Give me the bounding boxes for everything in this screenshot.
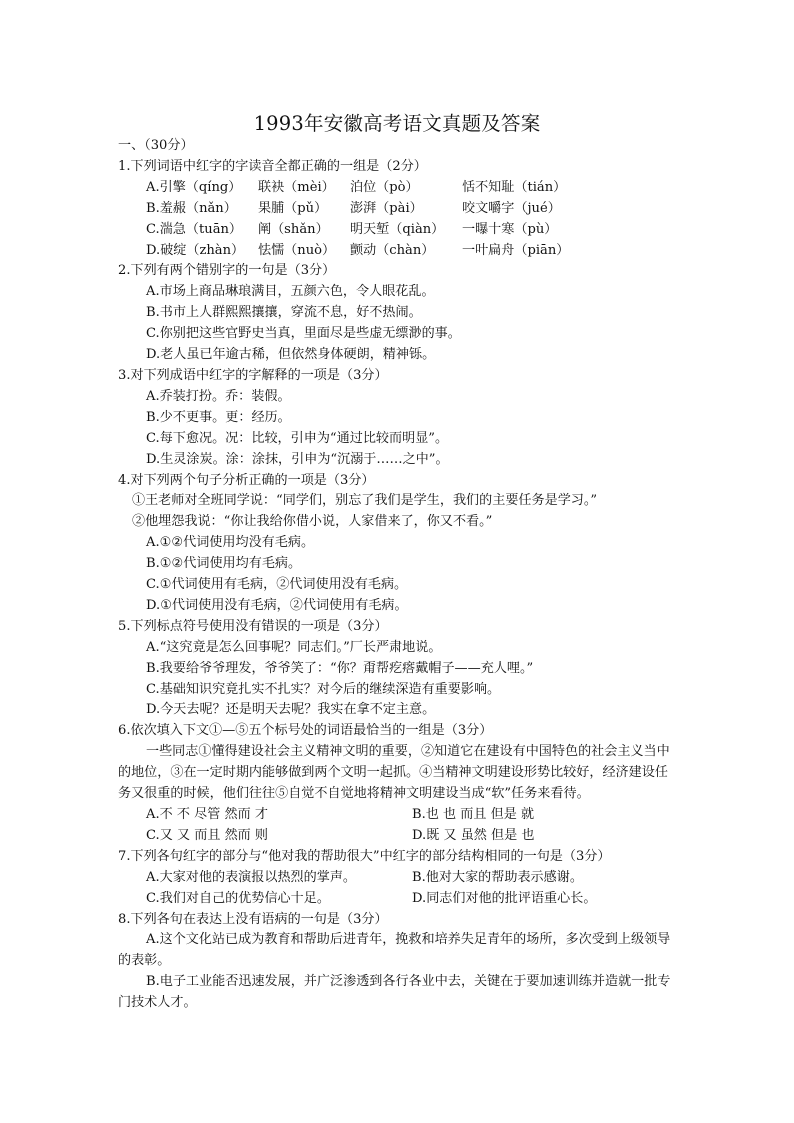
option-cell: 一曝十寒（pù） [462, 221, 558, 237]
question-4-option-a: A.①②代词使用均没有毛病。 [146, 535, 315, 551]
question-8-option-b: B.电子工业能否迅速发展，并广泛渗透到各行各业中去，关键在于要加速训练并造就一批专门技术人才。 [118, 974, 671, 1011]
question-3-option-a: A.乔装打扮。乔：装假。 [146, 388, 291, 404]
question-1-option-b [118, 199, 678, 220]
question-2-option-c: C.你别把这些官野史当真，里面尽是些虚无缥渺的事。 [146, 326, 461, 342]
question-3-option-b: B.少不更事。更：经历。 [146, 409, 291, 425]
question-7-option-c: C.我们对自己的优势信心十足。 [146, 890, 330, 906]
question-5-option-b: B.我要给爷爷理发，爷爷笑了：“你？甭帮疙瘩戴帽子——充人哩。” [146, 660, 534, 676]
question-1-option-c [118, 220, 678, 241]
question-2-option-d: D.老人虽已年逾古稀，但依然身体硬朗，精神铄。 [146, 347, 436, 363]
question-8-stem: 8.下列各句在表达上没有语病的一句是（3分） [118, 911, 388, 927]
question-2-option-a: A.市场上商品琳琅满目，五颜六色，令人眼花乱。 [146, 284, 435, 300]
option-cell: 咬文嚼字（jué） [462, 200, 561, 216]
question-7-option-b: B.他对大家的帮助表示感谢。 [412, 869, 583, 885]
question-4-option-b: B.①②代词使用均有毛病。 [146, 556, 302, 572]
question-3-stem: 3.对下列成语中红字的字解释的一项是（3分） [118, 367, 388, 383]
option-cell: 一叶扁舟（piān） [462, 242, 570, 258]
option-cell: B.羞赧（nǎn） [146, 200, 237, 216]
document-body [118, 136, 678, 1014]
option-cell: 泊位（pò） [350, 179, 419, 195]
question-6-stem: 6.依次填入下文①—⑤五个标号处的词语最恰当的一组是（3分） [118, 723, 493, 739]
option-cell: 怯懦（nuò） [258, 242, 336, 258]
option-cell: 果脯（pǔ） [258, 200, 328, 216]
question-3-option-d: D.生灵涂炭。涂：涂抹，引申为“沉溺于……之中”。 [146, 451, 449, 467]
option-cell: 澎湃（pài） [350, 200, 423, 216]
question-1-option-d [118, 241, 678, 262]
question-5-option-c: C.基础知识究竟扎实不扎实？对今后的继续深造有重要影响。 [146, 681, 501, 697]
question-3-option-c: C.每下愈况。况：比较，引申为“通过比较而明显”。 [146, 430, 449, 446]
question-6-option-c: C.又 又 而且 然而 则 [146, 827, 269, 843]
question-6-options-row-2 [118, 826, 678, 847]
option-cell: 阐（shǎn） [258, 221, 329, 237]
question-5-option-d: D.今天去呢？还是明天去呢？我实在拿不定主意。 [146, 702, 436, 718]
option-cell: 颤动（chàn） [350, 242, 435, 258]
option-cell: 恬不知耻（tián） [462, 179, 567, 195]
option-cell: A.引擎（qíng） [146, 179, 242, 195]
question-8-option-a: A.这个文化站已成为教育和帮助后进青年，挽救和培养失足青年的场所，多次受到上级领导的表彰。 [118, 932, 671, 969]
question-6-option-b: B.也 也 而且 但是 就 [412, 807, 535, 822]
question-7-stem: 7.下列各句红字的部分与“他对我的帮助很大”中红字的部分结构相同的一句是（3分） [118, 848, 611, 864]
question-6-option-d: D.既 又 虽然 但是 也 [412, 827, 535, 843]
section-heading: 一、（30分） [118, 138, 194, 153]
question-4-sentence-2: ②他埋怨我说：“你让我给你借小说，人家借来了，你又不看。” [132, 514, 493, 530]
question-4-option-d: D.①代词使用没有毛病，②代词使用有毛病。 [146, 597, 408, 613]
question-1-stem: 1.下列词语中红字的字读音全都正确的一组是（2分） [118, 158, 427, 174]
question-7-option-a: A.大家对他的表演报以热烈的掌声。 [146, 869, 357, 885]
option-cell: C.湍急（tuān） [146, 221, 243, 237]
question-4-stem: 4.对下列两个句子分析正确的一项是（3分） [118, 472, 375, 488]
question-2-stem: 2.下列有两个错别字的一句是（3分） [118, 263, 336, 279]
question-7-options-row-2 [118, 889, 678, 910]
question-1-option-a [118, 178, 678, 199]
question-6-option-a: A.不 不 尽管 然而 才 [146, 807, 268, 822]
question-4-option-c: C.①代词使用有毛病，②代词使用没有毛病。 [146, 577, 408, 593]
question-6-passage: 一些同志①懂得建设社会主义精神文明的重要，②知道它在建设有中国特色的社会主义当中的地位，③在一定时期内能够做到两个文明一起抓。④当精神文明建设形势比较好，经济建设任务又很重的时候，他们往往⑤自觉不自觉地将精神文明建设当成“软”任务来看待。 [118, 744, 670, 802]
option-cell: 联袂（mèi） [258, 179, 335, 195]
question-4-sentence-1: ①王老师对全班同学说：“同学们，别忘了我们是学生，我们的主要任务是学习。” [132, 493, 598, 509]
question-7-option-d: D.同志们对他的批评语重心长。 [412, 890, 597, 906]
question-2-option-b: B.书市上人群熙熙攘攘，穿流不息，好不热闹。 [146, 305, 422, 321]
question-5-option-a: A.“这究竟是怎么回事呢？同志们。”厂长严肃地说。 [146, 639, 442, 655]
document-title: 1993年安徽高考语文真题及答案 [253, 112, 541, 135]
question-6-options-row-1 [118, 805, 678, 826]
question-5-stem: 5.下列标点符号使用没有错误的一项是（3分） [118, 618, 388, 634]
option-cell: D.破绽（zhàn） [146, 242, 245, 258]
option-cell: 明天堑（qiàn） [350, 221, 445, 237]
question-7-options-row-1 [118, 868, 678, 889]
